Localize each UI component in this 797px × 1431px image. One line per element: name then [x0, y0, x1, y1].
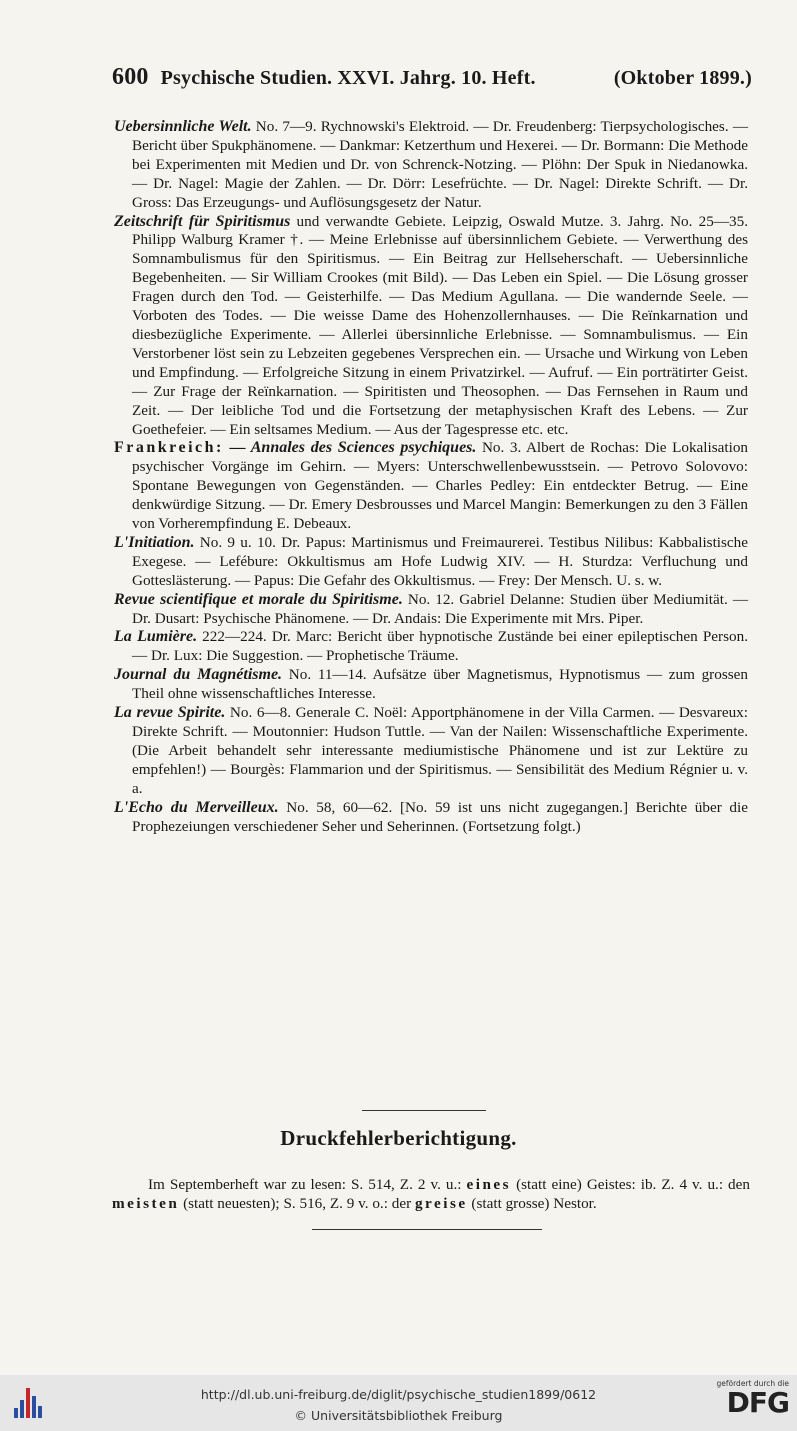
errata-part: (statt grosse) Nestor. — [467, 1195, 597, 1213]
list-item — [114, 534, 748, 591]
entry-text: No. 12. Gabriel Delanne: Studien über Mediumität. — Dr. Dusart: Psychische Phänomene. — Dr. Andais: Die Experimente mit Mrs. Piper. — [132, 590, 749, 627]
entry-title: Uebersinnliche Welt. — [114, 118, 252, 135]
entry-title: L'Echo du Merveilleux. — [114, 798, 279, 816]
list-item — [114, 591, 748, 629]
errata-spaced: meisten — [112, 1195, 180, 1213]
list-item — [114, 704, 748, 799]
footer-bar — [0, 1375, 797, 1431]
entry-text: No. 6—8. Generale C. Noël: Apportphänomene in der Villa Carmen. — Desvareux: Direkte Schrift. — Moutonnier: Hudson Tuttle. — Van der Nailen: Wissenschaftliche Experimente. (Die Arbeit behandelt sehr interessante mediumistische Phänomene und ist zur Lektüre zu empfehlen!) — Bourgès: Flammarion und der Spiritismus. — Sensibilität des Medium Régnier u. v. a. — [132, 704, 748, 797]
list-item — [114, 118, 748, 213]
list-item — [114, 628, 748, 666]
running-title: Psychische Studien. XXVI. Jahrg. 10. Heft. — [160, 67, 536, 89]
entry-title: Revue scientifique et morale du Spiritisme. — [114, 590, 403, 608]
entry-text: 222—224. Dr. Marc: Bericht über hypnotische Zustände bei einer epileptischen Person. — Dr. Lux: Die Suggestion. — Prophetische Träume. — [132, 628, 748, 665]
list-item — [114, 213, 748, 440]
entry-title: Journal du Magnétisme. — [114, 666, 283, 684]
dfg-logo — [705, 1379, 789, 1427]
journal-list — [114, 118, 748, 836]
entry-text: No. 11—14. Aufsätze über Magnetismus, Hypnotismus — zum grossen Theil ohne wissenschaftliches Interesse. — [132, 666, 748, 703]
entry-text: No. 7—9. Rychnowski's Elektroid. — Dr. Freudenberg: Tierpsychologisches. — Bericht über Spukphänomene. — Dankmar: Ketzerthum und Hexerei. — Dr. Bormann: Die Methode bei Experimenten mit Medien und Dr. von Schrenck-Notzing. — Plöhn: Der Spuk in Niedanowka. — Dr. Nagel: Magie der Zahlen. — Dr. Dörr: Lesefrüchte. — Dr. Nagel: Direkte Schrift. — Dr. Gross: Das Erzeugungs- und Auflösungsgesetz der Natur. — [132, 118, 749, 211]
entry-title: La Lumière. — [114, 628, 198, 646]
errata-spaced: eines — [466, 1176, 512, 1194]
list-item — [114, 439, 748, 534]
source-link[interactable]: http://dl.ub.uni-freiburg.de/diglit/psychische_studien1899/0612 — [200, 1387, 597, 1402]
entry-title: Zeitschrift für Spiritismus — [114, 212, 291, 230]
list-item — [114, 666, 748, 704]
errata-part: (statt neuesten); S. 516, Z. 9 v. o.: der — [179, 1195, 415, 1213]
entry-title: — Annales des Sciences psychiques. — [223, 439, 477, 457]
entry-title: L'Initiation. — [114, 533, 195, 551]
errata-spaced: greise — [414, 1195, 468, 1213]
page-number: 600 — [112, 64, 149, 90]
entry-country: Frankreich: — [114, 439, 224, 457]
entry-text: No. 9 u. 10. Dr. Papus: Martinismus und Freimaurerei. Testibus Nilibus: Kabbalistische Exegese. — Lefébure: Okkultismus am Hofe Ludwig XIV. — H. Sturdza: Verfluchung und Gotteslästerung. — Papus: Die Gefahr des Okkultismus. — Frey: Der Mensch. U. s. w. — [132, 533, 748, 589]
errata-part: (statt eine) Geistes: ib. Z. 4 v. u.: den — [511, 1176, 750, 1194]
entry-title: La revue Spirite. — [114, 704, 226, 722]
errata-heading: Druckfehlerberichtigung. — [280, 1126, 517, 1150]
entry-text: No. 58, 60—62. [No. 59 ist uns nicht zugegangen.] Berichte über die Prophezeiungen verschiedener Seher und Seherinnen. (Fortsetzung folgt.) — [132, 798, 748, 835]
list-item — [114, 799, 748, 837]
entry-text: und verwandte Gebiete. Leipzig, Oswald Mutze. 3. Jahrg. No. 25—35. Philipp Walburg Kramer †. — Meine Erlebnisse auf übersinnlichem Gebiete. — Verwerthung des Somnambulismus für den Spiritismus. — Ein Beitrag zur Hellseherschaft. — Uebersinnliche Begebenheiten. — Sir William Crookes (mit Bild). — Das Leben ein Spiel. — Die Lösung grosser Fragen durch den Tod. — Geisterhilfe. — Das Medium Agullana. — Die wandernde Seele. — Vorboten des Todes. — Die weisse Dame des Hohenzollernhauses. — Die Reïnkarnation und diesbezügliche Experimente. — Allerlei übersinnliche Erlebnisse. — Somnambulismus. — Ein Verstorbener löst sein zu Lebzeiten gegebenes Versprechen ein. — Ursache und Wirkung von Leben und Empfindung. — Erfolgreiche Sitzung in einem Privatzirkel. — Aufruf. — Ein porträtirter Geist. — Zur Frage der Reïnkarnation. — Spiritisten und Theosophen. — Das Fernsehen in Raum und Zeit. — Der leibliche Tod und die Fortsetzung der metaphysischen Kraft des Lebens. — Zur Goethefeier. — Ein seltsames Medium. — Aus der Tagespresse etc. etc. — [132, 212, 748, 438]
dfg-logo-text: DFG — [726, 1386, 789, 1419]
errata-part: Im Septemberheft war zu lesen: S. 514, Z. 2 v. u.: — [148, 1176, 467, 1194]
copyright-text: © Universitätsbibliothek Freiburg — [294, 1408, 503, 1423]
issue-date: (Oktober 1899.) — [613, 67, 752, 89]
dfg-caption: gefördert durch die — [716, 1379, 789, 1388]
divider — [312, 1229, 542, 1230]
page-header — [112, 64, 752, 94]
entry-text: No. 3. Albert de Rochas: Die Lokalisation psychischer Vorgänge im Gehirn. — Myers: Unterschwellenbewusstsein. — Petrovo Solovovo: Spontane Bewegungen von Gegenständen. — Charles Pedley: Ein entdeckter Betrug. — Eine denkwürdige Sitzung. — Dr. Emery Desbrousses und Marcel Mangin: Bemerkungen zu den 3 Fällen von Vorherempfindung E. Debeaux. — [132, 439, 749, 533]
errata-text — [112, 1175, 750, 1213]
divider — [362, 1110, 486, 1111]
